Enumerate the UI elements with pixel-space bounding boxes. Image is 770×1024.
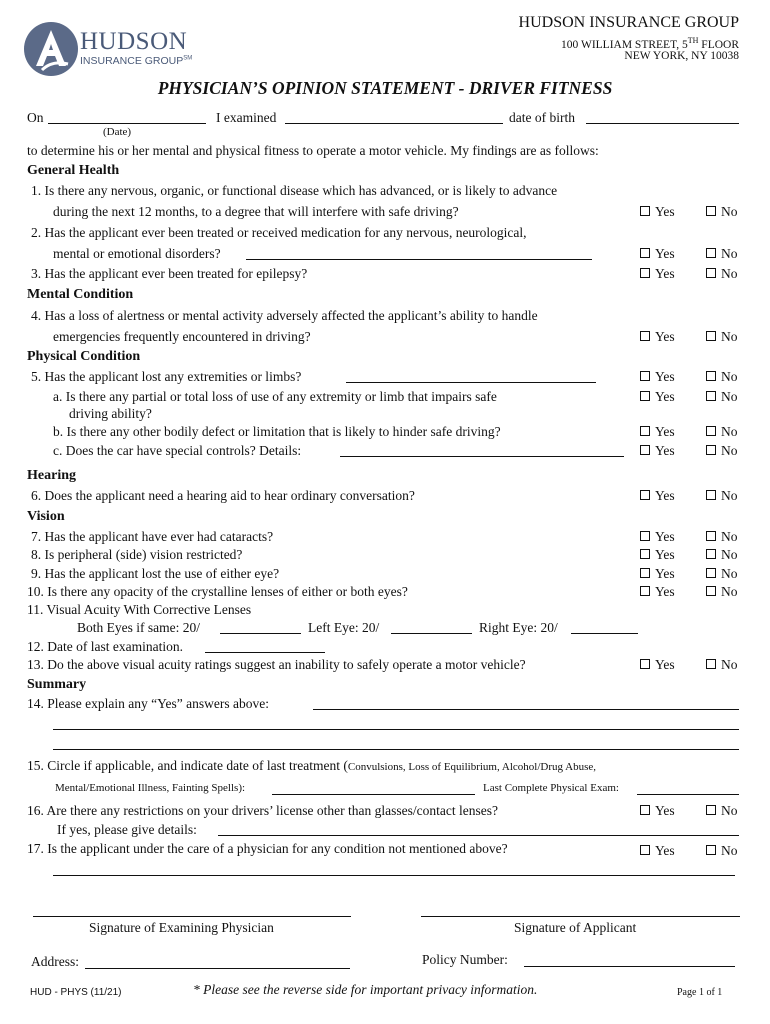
section-hearing: Hearing bbox=[27, 468, 76, 483]
applicant-signature-label: Signature of Applicant bbox=[514, 920, 637, 935]
other-conditions-field[interactable] bbox=[53, 875, 735, 876]
hudson-logo bbox=[22, 20, 80, 78]
question-17: 17. Is the applicant under the care of a physician for any condition not mentioned above? bbox=[27, 841, 508, 856]
q5-no-checkbox[interactable]: No bbox=[706, 369, 738, 385]
acuity-left-label: Left Eye: 20/ bbox=[308, 620, 380, 635]
section-general-health: General Health bbox=[27, 163, 120, 178]
q10-yes-checkbox[interactable]: Yes bbox=[640, 584, 675, 600]
question-12: 12. Date of last examination. bbox=[27, 639, 183, 654]
question-7: 7. Has the applicant have ever had cataracts? bbox=[31, 529, 274, 544]
last-exam-date-field[interactable] bbox=[205, 652, 325, 653]
q5a-no-checkbox[interactable]: No bbox=[706, 389, 738, 405]
question-10: 10. Is there any opacity of the crystalline lenses of either or both eyes? bbox=[27, 584, 408, 599]
q7-yes-checkbox[interactable]: Yes bbox=[640, 529, 675, 545]
q5b-no-checkbox[interactable]: No bbox=[706, 424, 738, 440]
address-field[interactable] bbox=[85, 968, 350, 969]
question-11: 11. Visual Acuity With Corrective Lenses bbox=[27, 602, 252, 617]
address-label: Address: bbox=[31, 954, 79, 969]
question-16-details-label: If yes, please give details: bbox=[57, 822, 197, 837]
last-physical-exam-label: Last Complete Physical Exam: bbox=[483, 782, 619, 794]
q4-no-checkbox[interactable]: No bbox=[706, 329, 738, 345]
applicant-name-field[interactable] bbox=[285, 123, 503, 124]
explain-field-line3[interactable] bbox=[53, 749, 739, 750]
q10-no-checkbox[interactable]: No bbox=[706, 584, 738, 600]
question-4-line1: 4. Has a loss of alertness or mental activity adversely affected the applicant’s ability to handle bbox=[31, 308, 538, 323]
intro-purpose: to determine his or her mental and physical fitness to operate a motor vehicle. My findings are as follows: bbox=[27, 143, 599, 158]
question-2-line2: mental or emotional disorders? bbox=[53, 246, 221, 261]
acuity-left-field[interactable] bbox=[391, 633, 472, 634]
physician-signature-label: Signature of Examining Physician bbox=[89, 920, 274, 935]
date-of-birth-field[interactable] bbox=[586, 123, 739, 124]
question-3: 3. Has the applicant ever been treated for epilepsy? bbox=[31, 266, 308, 281]
q2-no-checkbox[interactable]: No bbox=[706, 246, 738, 262]
q8-yes-checkbox[interactable]: Yes bbox=[640, 547, 675, 563]
intro-dob-label: date of birth bbox=[509, 110, 575, 125]
form-title: PHYSICIAN’S OPINION STATEMENT - DRIVER FITNESS bbox=[157, 78, 613, 98]
q13-no-checkbox[interactable]: No bbox=[706, 657, 738, 673]
question-5a-line1: a. Is there any partial or total loss of use of any extremity or limb that impairs safe bbox=[53, 389, 497, 404]
q17-yes-checkbox[interactable]: Yes bbox=[640, 843, 675, 859]
logo-name: HUDSON bbox=[80, 28, 188, 55]
question-9: 9. Has the applicant lost the use of either eye? bbox=[31, 566, 280, 581]
q3-no-checkbox[interactable]: No bbox=[706, 266, 738, 282]
acuity-both-field[interactable] bbox=[220, 633, 301, 634]
explain-field-line1[interactable] bbox=[313, 709, 739, 710]
question-15-line2: Mental/Emotional Illness, Fainting Spells): bbox=[55, 782, 246, 794]
acuity-right-label: Right Eye: 20/ bbox=[479, 620, 558, 635]
section-physical-condition: Physical Condition bbox=[27, 349, 141, 364]
question-1-line1: 1. Is there any nervous, organic, or functional disease which has advanced, or is likely to advance bbox=[31, 183, 558, 198]
question-13: 13. Do the above visual acuity ratings suggest an inability to safely operate a motor vehicle? bbox=[27, 657, 526, 672]
q5b-yes-checkbox[interactable]: Yes bbox=[640, 424, 675, 440]
question-6: 6. Does the applicant need a hearing aid to hear ordinary conversation? bbox=[31, 488, 415, 503]
q5c-details-field[interactable] bbox=[340, 456, 624, 457]
physician-signature-field[interactable] bbox=[33, 916, 351, 917]
q17-no-checkbox[interactable]: No bbox=[706, 843, 738, 859]
q8-no-checkbox[interactable]: No bbox=[706, 547, 738, 563]
question-5: 5. Has the applicant lost any extremities or limbs? bbox=[31, 369, 302, 384]
q5c-yes-checkbox[interactable]: Yes bbox=[640, 443, 675, 459]
question-4-line2: emergencies frequently encountered in driving? bbox=[53, 329, 311, 344]
section-mental-condition: Mental Condition bbox=[27, 287, 134, 302]
q5a-yes-checkbox[interactable]: Yes bbox=[640, 389, 675, 405]
company-name: HUDSON INSURANCE GROUP bbox=[518, 14, 739, 31]
policy-number-field[interactable] bbox=[524, 966, 735, 967]
question-5c: c. Does the car have special controls? Details: bbox=[53, 443, 302, 458]
q1-no-checkbox[interactable]: No bbox=[706, 204, 738, 220]
q6-yes-checkbox[interactable]: Yes bbox=[640, 488, 675, 504]
q5c-no-checkbox[interactable]: No bbox=[706, 443, 738, 459]
applicant-signature-field[interactable] bbox=[421, 916, 740, 917]
license-restriction-details-field[interactable] bbox=[218, 835, 739, 836]
policy-number-label: Policy Number: bbox=[422, 952, 508, 967]
q9-no-checkbox[interactable]: No bbox=[706, 566, 738, 582]
q5-yes-checkbox[interactable]: Yes bbox=[640, 369, 675, 385]
exam-date-field[interactable] bbox=[48, 123, 206, 124]
company-address-line2: NEW YORK, NY 10038 bbox=[624, 50, 739, 62]
last-treatment-date-field[interactable] bbox=[272, 794, 475, 795]
q7-no-checkbox[interactable]: No bbox=[706, 529, 738, 545]
section-vision: Vision bbox=[27, 509, 65, 524]
question-8: 8. Is peripheral (side) vision restricted? bbox=[31, 547, 243, 562]
question-14: 14. Please explain any “Yes” answers above: bbox=[27, 696, 269, 711]
q4-yes-checkbox[interactable]: Yes bbox=[640, 329, 675, 345]
q6-no-checkbox[interactable]: No bbox=[706, 488, 738, 504]
explain-field-line2[interactable] bbox=[53, 729, 739, 730]
form-code: HUD - PHYS (11/21) bbox=[30, 987, 122, 998]
acuity-both-label: Both Eyes if same: 20/ bbox=[77, 620, 200, 635]
q9-yes-checkbox[interactable]: Yes bbox=[640, 566, 675, 582]
date-caption: (Date) bbox=[103, 126, 132, 138]
question-1-line2: during the next 12 months, to a degree that will interfere with safe driving? bbox=[53, 204, 459, 219]
acuity-right-field[interactable] bbox=[571, 633, 638, 634]
q2-yes-checkbox[interactable]: Yes bbox=[640, 246, 675, 262]
q2-details-field[interactable] bbox=[246, 259, 592, 260]
question-5b: b. Is there any other bodily defect or limitation that is likely to hinder safe driving? bbox=[53, 424, 501, 439]
q16-no-checkbox[interactable]: No bbox=[706, 803, 738, 819]
company-address-line1: 100 WILLIAM STREET, 5TH FLOOR bbox=[561, 36, 739, 51]
question-5a-line2: driving ability? bbox=[69, 406, 152, 421]
last-physical-exam-field[interactable] bbox=[637, 794, 739, 795]
question-2-line1: 2. Has the applicant ever been treated or received medication for any nervous, neurological, bbox=[31, 225, 527, 240]
intro-on-label: On bbox=[27, 110, 44, 125]
logo-subtitle: INSURANCE GROUP℠ bbox=[80, 55, 193, 67]
q16-yes-checkbox[interactable]: Yes bbox=[640, 803, 675, 819]
q3-yes-checkbox[interactable]: Yes bbox=[640, 266, 675, 282]
q13-yes-checkbox[interactable]: Yes bbox=[640, 657, 675, 673]
q5-details-field[interactable] bbox=[346, 382, 596, 383]
q1-yes-checkbox[interactable]: Yes bbox=[640, 204, 675, 220]
question-15-line1: 15. Circle if applicable, and indicate date of last treatment (Convulsions, Loss of Equilibrium, Alcohol/Drug Abuse, bbox=[27, 758, 596, 773]
section-summary: Summary bbox=[27, 677, 87, 692]
page-number: Page 1 of 1 bbox=[677, 987, 723, 998]
intro-examined-label: I examined bbox=[216, 110, 277, 125]
privacy-note: * Please see the reverse side for important privacy information. bbox=[193, 982, 538, 997]
question-16: 16. Are there any restrictions on your drivers’ license other than glasses/contact lenses? bbox=[27, 803, 498, 818]
